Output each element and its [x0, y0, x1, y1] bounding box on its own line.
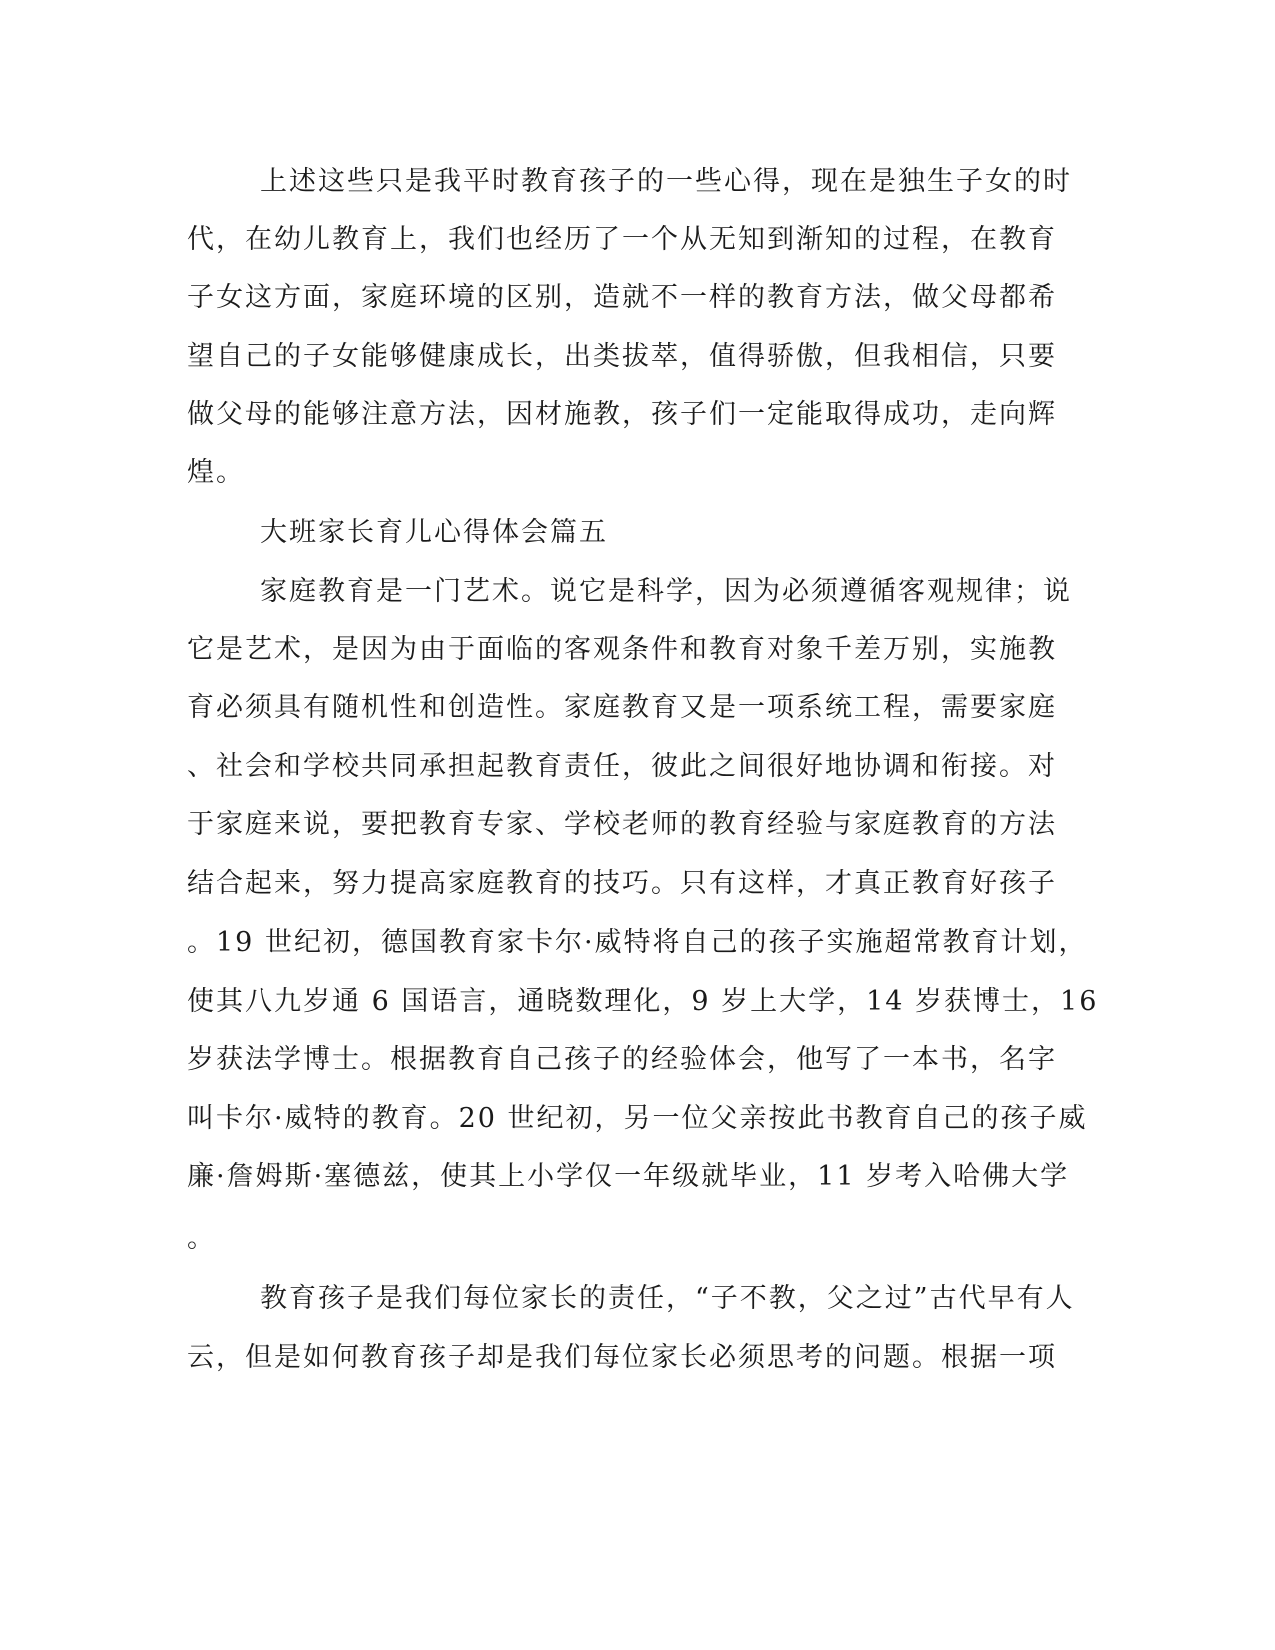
paragraph-line: 子女这方面，家庭环境的区别，造就不一样的教育方法，做父母都希 — [187, 282, 1057, 313]
paragraph-line: 使其八九岁通 6 国语言，通晓数理化，9 岁上大学，14 岁获博士，16 — [187, 986, 1099, 1017]
paragraph-line: 。19 世纪初，德国教育家卡尔·威特将自己的孩子实施超常教育计划， — [187, 927, 1088, 958]
paragraph-line: 云，但是如何教育孩子却是我们每位家长必须思考的问题。根据一项 — [187, 1342, 1057, 1373]
paragraph-line: 育必须具有随机性和创造性。家庭教育又是一项系统工程，需要家庭 — [187, 692, 1057, 723]
paragraph-line: 叫卡尔·威特的教育。20 世纪初，另一位父亲按此书教育自己的孩子威 — [187, 1103, 1088, 1134]
paragraph-line: 望自己的子女能够健康成长，出类拔萃，值得骄傲，但我相信，只要 — [187, 341, 1057, 372]
paragraph-line: 它是艺术，是因为由于面临的客观条件和教育对象千差万别，实施教 — [187, 634, 1057, 665]
paragraph-line: 上述这些只是我平时教育孩子的一些心得，现在是独生子女的时 — [260, 166, 1072, 197]
paragraph-line: 做父母的能够注意方法，因材施教，孩子们一定能取得成功，走向辉 — [187, 399, 1057, 430]
paragraph-line: 于家庭来说，要把教育专家、学校老师的教育经验与家庭教育的方法 — [187, 809, 1057, 840]
paragraph-line: 煌。 — [187, 457, 245, 488]
section-heading: 大班家长育儿心得体会篇五 — [260, 517, 608, 548]
paragraph-line: 结合起来，努力提高家庭教育的技巧。只有这样，才真正教育好孩子 — [187, 868, 1057, 899]
paragraph-line: 、社会和学校共同承担起教育责任，彼此之间很好地协调和衔接。对 — [187, 751, 1057, 782]
paragraph-line: 家庭教育是一门艺术。说它是科学，因为必须遵循客观规律；说 — [260, 576, 1072, 607]
paragraph-line: 廉·詹姆斯·塞德兹，使其上小学仅一年级就毕业，11 岁考入哈佛大学 — [187, 1161, 1070, 1192]
paragraph-line: 岁获法学博士。根据教育自己孩子的经验体会，他写了一本书，名字 — [187, 1044, 1057, 1075]
paragraph-line: 。 — [187, 1223, 216, 1254]
paragraph-line: 代，在幼儿教育上，我们也经历了一个从无知到渐知的过程，在教育 — [187, 224, 1057, 255]
paragraph-line: 教育孩子是我们每位家长的责任，“子不教，父之过”古代早有人 — [260, 1283, 1075, 1314]
